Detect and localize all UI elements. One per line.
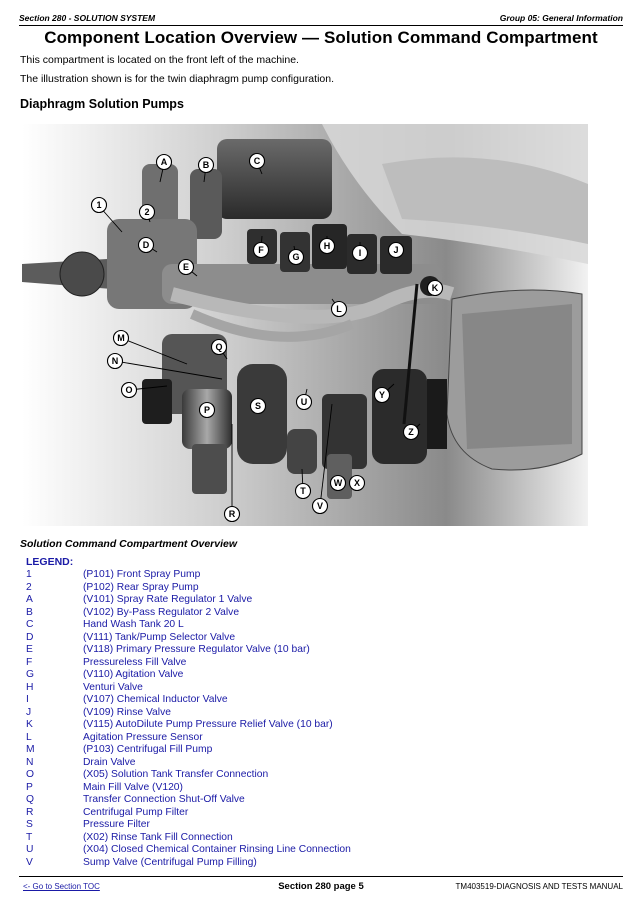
callout-h (320, 239, 335, 254)
legend-desc: Venturi Valve (83, 681, 143, 693)
legend-desc: Hand Wash Tank 20 L (83, 619, 184, 630)
legend-item (26, 619, 426, 632)
svg-text:Q: Q (215, 342, 223, 352)
legend-desc: Agitation Pressure Sensor (83, 731, 203, 743)
legend-item (26, 707, 426, 720)
callout-e (179, 260, 194, 275)
legend-key: L (26, 731, 32, 743)
main-fill-valve (182, 389, 232, 449)
svg-text:D: D (142, 240, 150, 250)
svg-text:B: B (202, 160, 210, 170)
svg-text:J: J (393, 245, 399, 255)
callout-y (375, 388, 390, 403)
svg-text:O: O (125, 385, 133, 395)
legend-key: R (26, 806, 34, 818)
legend-key: A (26, 594, 33, 605)
svg-text:Z: Z (408, 427, 414, 437)
svg-text:2: 2 (144, 207, 150, 217)
intro-configuration: The illustration shown is for the twin diaphragm pump configuration. (20, 73, 334, 85)
callout-r (225, 507, 240, 522)
intro-location: This compartment is located on the front left of the machine. (20, 54, 299, 66)
legend-key: N (26, 756, 34, 768)
svg-text:K: K (431, 283, 439, 293)
svg-text:A: A (160, 157, 168, 167)
legend-desc: Main Fill Valve (V120) (83, 781, 183, 793)
filter-bowl-t (287, 429, 317, 474)
legend-item (26, 582, 426, 595)
section-label: Section 280 - SOLUTION SYSTEM (19, 13, 156, 23)
legend-item (26, 744, 426, 757)
callout-n (108, 354, 123, 369)
callout-p (200, 403, 215, 418)
callout-o (122, 383, 137, 398)
legend-key: E (26, 644, 33, 655)
legend-desc: Transfer Connection Shut-Off Valve (83, 794, 245, 805)
transfer-connection (142, 379, 172, 424)
legend-desc: (V101) Spray Rate Regulator 1 Valve (83, 594, 253, 605)
callout-g (289, 250, 304, 265)
legend-desc: (X04) Closed Chemical Container Rinsing Line Connection (83, 844, 351, 855)
fill-hopper-mesh (462, 304, 572, 449)
legend-key: S (26, 819, 33, 830)
legend-key: D (26, 631, 34, 643)
legend-item (26, 569, 426, 582)
legend-item (26, 607, 426, 620)
footer-rule (19, 876, 623, 877)
legend-desc: (V110) Agitation Valve (83, 669, 184, 680)
legend-desc: (P102) Rear Spray Pump (83, 581, 199, 593)
legend-desc: (V102) By-Pass Regulator 2 Valve (83, 606, 240, 618)
section-toc-link[interactable]: <- Go to Section TOC (23, 882, 100, 891)
legend-desc: (X02) Rinse Tank Fill Connection (83, 831, 233, 843)
svg-text:C: C (253, 156, 261, 166)
filter-y (372, 369, 427, 464)
page-number: Section 280 page 5 (278, 881, 364, 892)
legend-key: B (26, 606, 33, 618)
legend-item (26, 769, 426, 782)
svg-text:F: F (258, 245, 264, 255)
legend-item (26, 594, 426, 607)
fill-coupling (192, 444, 227, 494)
svg-text:Y: Y (378, 390, 386, 400)
pressure-filter (237, 364, 287, 464)
svg-text:1: 1 (96, 200, 102, 210)
legend-item (26, 694, 426, 707)
legend-title: LEGEND: (26, 556, 74, 568)
callout-u (297, 395, 312, 410)
callout-c (250, 154, 265, 169)
legend-desc: Drain Valve (83, 756, 136, 768)
callout-k (428, 281, 443, 296)
callout-b (199, 158, 214, 173)
callout-i (353, 246, 368, 261)
svg-text:H: H (323, 241, 331, 251)
svg-text:N: N (111, 356, 119, 366)
legend-key: T (26, 831, 33, 843)
legend-item (26, 794, 426, 807)
legend-item (26, 682, 426, 695)
bracket-z (427, 379, 447, 449)
callout-z (404, 425, 419, 440)
legend-key: F (26, 656, 33, 668)
callout-m (114, 331, 129, 346)
legend-item (26, 807, 426, 820)
legend-item (26, 719, 426, 732)
svg-text:T: T (300, 486, 306, 496)
svg-text:V: V (316, 501, 324, 511)
legend-item (26, 632, 426, 645)
callout-q (212, 340, 227, 355)
legend-list (26, 569, 426, 869)
svg-text:S: S (254, 401, 262, 411)
callout-d (139, 238, 154, 253)
legend-key: C (26, 619, 34, 630)
legend-desc: Pressureless Fill Valve (83, 656, 187, 668)
callout-x (350, 476, 365, 491)
legend-key: Q (26, 794, 35, 805)
legend-desc: (V107) Chemical Inductor Valve (83, 694, 228, 705)
legend-desc: (P103) Centrifugal Fill Pump (83, 744, 213, 755)
legend-key: U (26, 844, 34, 855)
legend-desc: (X05) Solution Tank Transfer Connection (83, 769, 269, 780)
legend-key: H (26, 681, 34, 693)
legend-desc: (V111) Tank/Pump Selector Valve (83, 631, 236, 643)
legend-key: V (26, 856, 33, 868)
svg-text:E: E (182, 262, 190, 272)
callout-w (331, 476, 346, 491)
legend-desc: (V118) Primary Pressure Regulator Valve (10 bar) (83, 644, 310, 655)
legend-key: 1 (26, 569, 32, 580)
section-subheading: Diaphragm Solution Pumps (20, 97, 184, 111)
svg-text:M: M (117, 333, 125, 343)
callout-v (313, 499, 328, 514)
legend-item (26, 832, 426, 845)
legend-item (26, 657, 426, 670)
legend-item (26, 819, 426, 832)
legend-key: M (26, 744, 35, 755)
header-rule (19, 25, 623, 26)
legend-desc: Sump Valve (Centrifugal Pump Filling) (83, 856, 257, 868)
hand-wash-tank (217, 139, 332, 219)
svg-text:W: W (333, 478, 343, 488)
legend-key: O (26, 769, 35, 780)
front-pump-hub (60, 252, 104, 296)
legend-key: I (26, 694, 29, 705)
legend-item (26, 644, 426, 657)
group-label: Group 05: General Information (499, 13, 623, 23)
svg-text:L: L (336, 304, 342, 314)
svg-text:R: R (228, 509, 236, 519)
legend-desc: Pressure Filter (83, 819, 150, 830)
page-header (19, 10, 623, 26)
legend-key: 2 (26, 581, 32, 593)
legend-key: J (26, 706, 32, 718)
legend-desc: Centrifugal Pump Filter (83, 806, 189, 818)
legend-item (26, 669, 426, 682)
svg-text:P: P (203, 405, 211, 415)
legend-key: G (26, 669, 35, 680)
page-footer (19, 880, 623, 894)
callout-f (254, 243, 269, 258)
legend-key: K (26, 719, 33, 730)
svg-text:G: G (292, 252, 300, 262)
legend-desc: (V115) AutoDilute Pump Pressure Relief Valve (10 bar) (83, 719, 333, 730)
legend-key: P (26, 781, 33, 793)
svg-text:U: U (300, 397, 308, 407)
legend-item (26, 757, 426, 770)
figure-caption: Solution Command Compartment Overview (20, 538, 238, 550)
legend-item (26, 732, 426, 745)
callout-1 (92, 198, 107, 213)
page-title: Component Location Overview — Solution Command Compartment (44, 28, 598, 47)
legend-desc: (V109) Rinse Valve (83, 706, 171, 718)
callout-t (296, 484, 311, 499)
legend-item (26, 782, 426, 795)
callout-j (389, 243, 404, 258)
callout-s (251, 399, 266, 414)
legend-desc: (P101) Front Spray Pump (83, 569, 201, 580)
callout-l (332, 302, 347, 317)
manual-id: TM403519-DIAGNOSIS AND TESTS MANUAL (455, 882, 623, 891)
legend-item (26, 844, 426, 857)
component-illustration (22, 124, 588, 526)
svg-text:X: X (353, 478, 361, 488)
callout-a (157, 155, 172, 170)
callout-2 (140, 205, 155, 220)
svg-text:I: I (358, 248, 362, 258)
legend-item (26, 857, 426, 870)
